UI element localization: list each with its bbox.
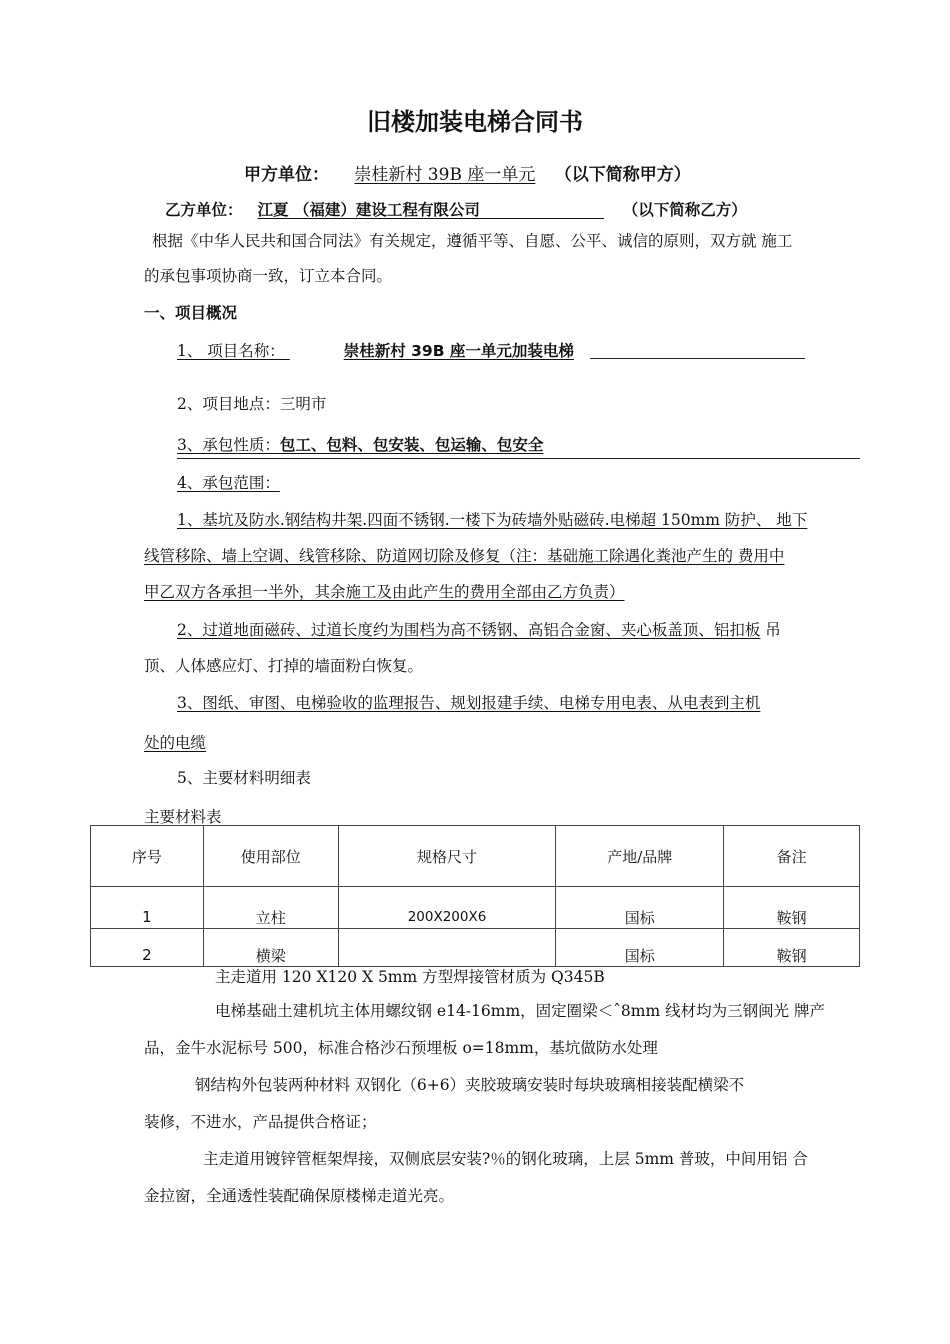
table-cell: 2 xyxy=(91,929,204,967)
party-b-blank: ________________ xyxy=(479,201,604,219)
table-header-row xyxy=(91,826,860,887)
divider-line xyxy=(177,458,860,459)
scope-2-tail: 吊 xyxy=(760,621,781,639)
table-cell: 国标 xyxy=(556,929,724,967)
scope-3-line-1: 3、图纸、审图、电梯验收的监理报告、规划报建手续、电梯专用电表、从电表到主机 xyxy=(177,694,761,712)
header-cell: 备注 xyxy=(724,826,860,887)
party-a-line xyxy=(244,165,691,185)
materials-list-heading: 5、主要材料明细表 xyxy=(177,769,311,787)
table-cell: 鞍钢 xyxy=(724,887,860,929)
party-a-label: 甲方单位： xyxy=(244,165,329,185)
party-b-name: 江夏 （福建）建设工程有限公司 xyxy=(257,201,480,219)
note-1: 主走道用 120 X120 X 5mm 方型焊接管材质为 Q345B xyxy=(215,968,605,986)
table-cell xyxy=(338,929,556,967)
contract-nature-line xyxy=(177,435,543,455)
intro-line-2: 的承包事项协商一致，订立本合同。 xyxy=(144,267,393,285)
table-cell: 横梁 xyxy=(203,929,338,967)
header-cell: 规格尺寸 xyxy=(338,826,556,887)
materials-table xyxy=(90,825,860,967)
table-cell: 鞍钢 xyxy=(724,929,860,967)
table-cell: 国标 xyxy=(556,887,724,929)
table-cell: 200X200X6 xyxy=(338,887,556,929)
note-3-line-2: 装修，不进水，产品提供合格证； xyxy=(144,1113,377,1131)
header-cell: 序号 xyxy=(91,826,204,887)
project-name-label: 1、 项目名称： xyxy=(177,342,285,360)
section-1-heading: 一、项目概况 xyxy=(144,304,238,322)
project-name-underline xyxy=(590,358,805,359)
table-row xyxy=(91,929,860,967)
table-cell: 立柱 xyxy=(203,887,338,929)
party-b-note: （以下简称乙方） xyxy=(622,201,747,219)
header-cell: 产地/品牌 xyxy=(556,826,724,887)
scope-1-line-1: 1、基坑及防水.钢结构井架.四面不锈钢.一楼下为砖墙外贴磁砖.电梯超 150mm 防护、 地下 xyxy=(177,511,808,529)
party-b-label: 乙方单位： xyxy=(165,201,243,219)
party-a-note: （以下简称甲方） xyxy=(554,165,691,185)
project-name-value: 崇桂新村 39B 座一单元加装电梯 xyxy=(343,342,574,360)
materials-table-caption: 主要材料表 xyxy=(144,808,222,826)
scope-1-line-2: 线管移除、墙上空调、线管移除、防道网切除及修复（注：基础施工除遇化粪池产生的 费用中 xyxy=(144,547,785,565)
header-cell: 使用部位 xyxy=(203,826,338,887)
note-2-line-1: 电梯基础土建机坑主体用螺纹钢 e14-16mm，固定圈梁＜ˆ8mm 线材均为三钢闽光 牌产 xyxy=(215,1002,826,1020)
contract-scope-label: 4、承包范围： xyxy=(177,474,280,492)
table-cell: 1 xyxy=(91,887,204,929)
document-title: 旧楼加装电梯合同书 xyxy=(367,108,583,136)
party-b-line xyxy=(165,200,747,220)
intro-line-1: 根据《中华人民共和国合同法》有关规定，遵循平等、自愿、公平、诚信的原则，双方就 施工 xyxy=(152,232,793,250)
note-3-line-1: 钢结构外包装两种材料 双钢化（6+6）夹胶玻璃安装时每块玻璃相接装配横梁不 xyxy=(195,1076,745,1094)
scope-1-line-3: 甲乙双方各承担一半外，其余施工及由此产生的费用全部由乙方负责） xyxy=(144,583,625,601)
note-4-line-1: 主走道用镀锌管框架焊接，双侧底层安装?％的钢化玻璃，上层 5mm 普玻，中间用铝 合 xyxy=(203,1150,808,1168)
table-row xyxy=(91,887,860,929)
scope-3-line-2: 处的电缆 xyxy=(144,734,207,752)
scope-2-line-1 xyxy=(177,620,781,640)
scope-2-text: 2、过道地面磁砖、过道长度约为围档为高不锈钢、高铝合金窗、夹心板盖顶、铝扣板 xyxy=(177,621,761,639)
contract-nature-value: 包工、包料、包安装、包运输、包安全 xyxy=(279,436,544,454)
note-2-line-2: 品，金牛水泥标号 500，标准合格沙石预埋板 o=18mm，基坑做防水处理 xyxy=(144,1039,658,1057)
project-location: 2、项目地点：三明市 xyxy=(177,395,327,413)
contract-nature-label: 3、承包性质： xyxy=(177,436,280,454)
note-4-line-2: 金拉窗，全通透性装配确保原楼梯走道光亮。 xyxy=(144,1187,455,1205)
scope-2-line-2: 顶、人体感应灯、打掉的墙面粉白恢复。 xyxy=(144,657,424,675)
party-a-name: 崇桂新村 39B 座一单元 xyxy=(354,165,536,185)
